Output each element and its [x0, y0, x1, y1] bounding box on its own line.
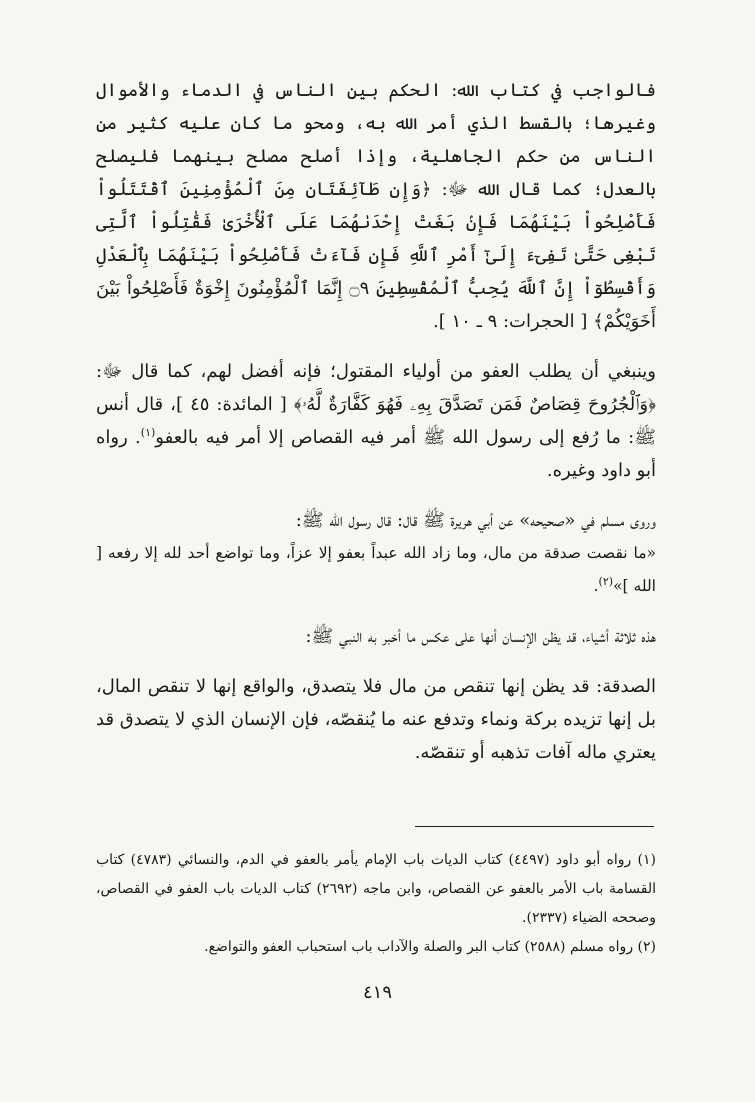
footnote-marker-2: (٢)	[598, 574, 614, 588]
page-number: ٤١٩	[362, 982, 392, 1003]
footnote-2: (٢) رواه مسلم (٢٥٨٨) كتاب البر والصلة والآداب باب استحباب العفو والتواضع.	[204, 939, 656, 955]
hadith-tail: .	[593, 577, 599, 595]
footnote-divider	[415, 826, 654, 827]
footnote-marker-1: (١)	[140, 426, 156, 439]
hadith-quote	[96, 537, 656, 603]
paragraph-3: وروى مسلم في «صحيحه» عن أبي هريرة ﷺ قال: قال رسول الله ﷺ:	[295, 510, 656, 531]
paragraph-1: فالواجب في كتاب الله: الحكم بين الناس في الدماء والأموال وغيرها؛ بالقسط الذي أمر الله به، ومحو ما كان عليه كثير من الناس من حكم الجاهلية، وإذا أصلح مصلح بينهما فليصلح بالعدل؛ كما قال الله ﷻ: ﴿وَإِن طَآئِفَتَانِ مِنَ ٱلْمُؤْمِنِينَ ٱقْتَتَلُواْ فَأَصْلِحُواْ بَيْنَهُمَا فَإِنۢ بَغَتْ إِحْدَىٰهُمَا عَلَى ٱلْأُخْرَىٰ فَقَٰتِلُواْ ٱلَّتِى تَبْغِى حَتَّىٰ تَفِىٓءَ إِلَىٰٓ أَمْرِ ٱللَّهِ فَإِن فَآءَتْ فَأَصْلِحُواْ بَيْنَهُمَا بِٱلْعَدْلِ وَأَقْسِطُوٓاْ إِنَّ ٱللَّهَ يُحِبُّ ٱلْمُقْسِطِينَ ۝٩ إِنَّمَا ٱلْمُؤْمِنُونَ إِخْوَةٌ فَأَصْلِحُواْ بَيْنَ أَخَوَيْكُمْ﴾ [ الحجرات: ٩ ـ ١٠ ].	[96, 80, 657, 332]
footnotes	[96, 846, 656, 962]
footnote-1: (١) رواه أبو داود (٤٤٩٧) كتاب الديات باب الإمام يأمر بالعفو في الدم، والنسائي (٤٧٨٣) كتاب القسامة باب الأمر بالعفو عن القصاص، وابن ماجه (٢٦٩٢) كتاب الديات باب العفو في القصاص، وصححه الضياء (٢٣٣٧).	[96, 852, 657, 926]
paragraph-4: هذه ثلاثة أشياء، قد يظن الإنسان أنها على عكس ما أخبر به النبي ﷺ:	[305, 626, 656, 647]
paragraph-2-text: وينبغي أن يطلب العفو من أولياء المقتول؛ فإنه أفضل لهم، كما قال ﷻ: ﴿وَٱلْجُرُوحَ قِصَاصٌ فَمَن تَصَدَّقَ بِهِۦ فَهُوَ كَفَّارَةٌ لَّهُۥ﴾ [ المائدة: ٤٥ ]، قال أنس ﷺ: ما رُفع إلى رسول الله ﷺ أمر فيه القصاص إلا أمر فيه بالعفو	[96, 361, 656, 448]
hadith-text: «ما نقصت صدقة من مال، وما زاد الله عبداً بعفو إلا عزاً، وما تواضع أحد لله إلا رفعه [ الله ]»	[96, 544, 656, 595]
paragraph-5: الصدقة: قد يظن إنها تنقص من مال فلا يتصدق، والواقع إنها لا تنقص المال، بل إنها تزيده بركة ونماء وتدفع عنه ما يُنقصّه، فإن الإنسان الذي لا يتصدق قد يعتري ماله آفات تذهبه أو تنقصّه.	[96, 676, 656, 763]
paragraph-2	[96, 355, 656, 487]
main-text	[96, 74, 656, 769]
paragraph-2-tail: . رواه أبو داود وغيره.	[96, 427, 656, 481]
